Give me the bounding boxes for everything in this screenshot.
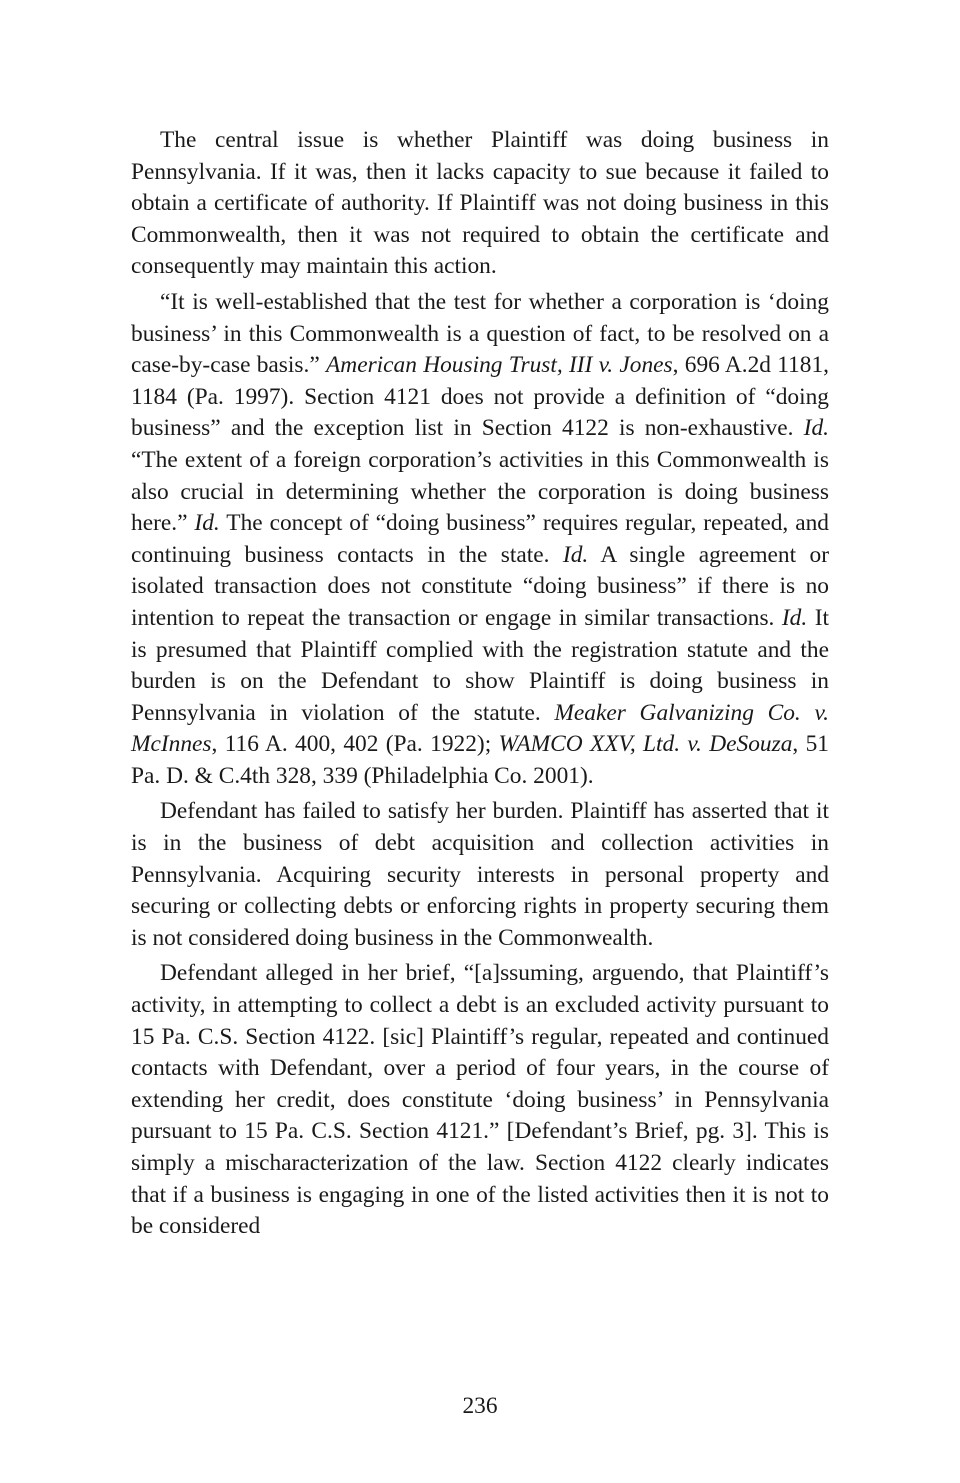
text-run: , 51 Pa. D. & C.4th 328, 339 (Philadelphia Co. 2001). (131, 731, 829, 789)
citation-italic: Id. (562, 541, 589, 568)
text-run: The central issue is whether Plaintiff was doing business in Pennsylvania. If it was, then it lacks capacity to sue because it failed to obtain a certificate of authority. If Plaintiff was not doing business in this Commonwealth, then it was not required to obtain the certificate and consequently may maintain this action. (131, 127, 829, 280)
page-number: 236 (462, 1393, 498, 1419)
citation-italic: Id. (781, 604, 808, 631)
text-run: “It is well-established that the test for whether a corporation is ‘doing business’ in this Commonwealth is a question of fact, to be resolved on a case-by-case basis.” (131, 288, 829, 379)
text-run: “The extent of a foreign corporation’s activities in this Commonwealth is also crucial in determining whether the corporation is doing business here.” (131, 446, 829, 537)
citation-italic: Meaker Galvanizing Co. v. McInnes (131, 699, 829, 758)
text-run: Defendant alleged in her brief, “[a]ssuming, arguendo, that Plaintiff’s activity, in attempting to collect a debt is an excluded activity pursuant to 15 Pa. C.S. Section 4122. [sic] Plaintiff’s regular, repeated and continued contacts with Defendant, over a period of four years, in the course of extending her credit, does constitute ‘doing business’ in Pennsylvania pursuant to 15 Pa. C.S. Section 4121.” [Defendant’s Brief, pg. 3]. This is simply a mischaracterization of the law. Section 4122 clearly indicates that if a business is engaging in one of the listed activities then it is not to be considered (131, 960, 829, 1240)
paragraph-4 (131, 958, 829, 1242)
text-run: , 116 A. 400, 402 (Pa. 1922); (211, 731, 499, 758)
paragraph-1 (131, 125, 829, 283)
text-run: A single agreement or isolated transaction does not constitute “doing business” if there is no intention to repeat the transaction or engage in similar transactions. (131, 541, 829, 631)
text-run: Defendant has failed to satisfy her burden. Plaintiff has asserted that it is in the business of debt acquisition and collection activities in Pennsylvania. Acquiring security interests in personal property and securing or collecting debts or enforcing rights in property securing them is not considered doing business in the Commonwealth. (131, 798, 829, 951)
citation-italic: WAMCO XXV, Ltd. v. DeSouza (498, 731, 793, 758)
citation-italic: American Housing Trust, III v. Jones (326, 352, 673, 379)
text-run: The concept of “doing business” requires regular, repeated, and continuing business contacts in the state. (131, 510, 829, 568)
text-run: It is presumed that Plaintiff complied with the registration statute and the burden is on the Defendant to show Plaintiff is doing business in Pennsylvania in violation of the statute. (131, 604, 829, 726)
citation-italic: Id. (194, 510, 220, 537)
document-body (131, 125, 829, 1247)
paragraph-3 (131, 796, 829, 954)
text-run: , 696 A.2d 1181, 1184 (Pa. 1997). Section 4121 does not provide a definition of “doing business” and the exception list in Section 4122 is non-exhaustive. (131, 352, 829, 442)
citation-italic: Id. (803, 415, 829, 442)
paragraph-2 (131, 287, 829, 793)
